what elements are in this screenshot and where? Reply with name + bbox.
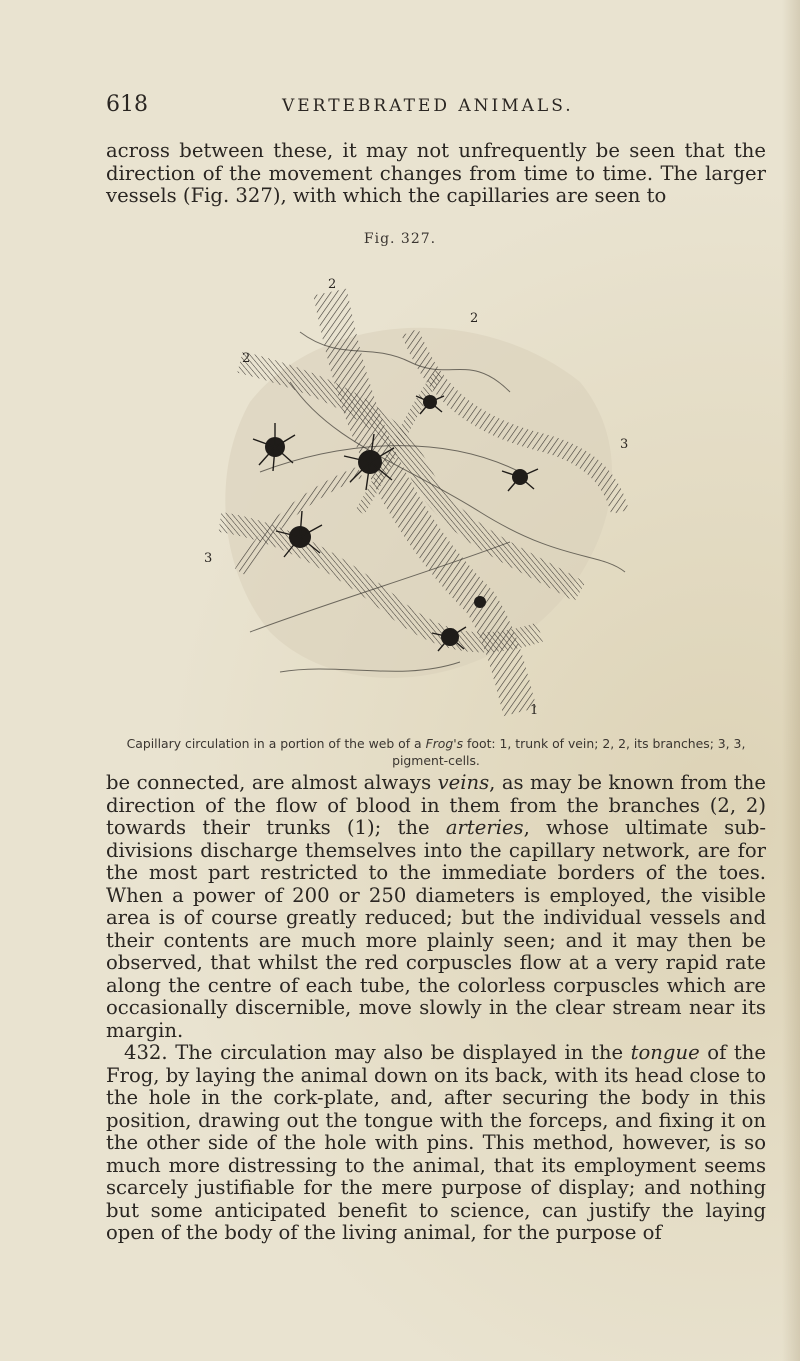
figure-label: Fig. 327.	[363, 231, 437, 247]
marker-2-top-right: 2	[470, 311, 479, 326]
page-number: 618	[106, 92, 148, 117]
marker-1-bottom: 1	[530, 703, 539, 718]
figure-capillary-circulation	[180, 272, 640, 720]
caption-text-a: Capillary circulation in a portion of the web of a	[126, 736, 426, 751]
caption-italic: Frog's	[425, 736, 464, 751]
para2-italic-arteries: arteries	[445, 816, 524, 839]
page-edge-shadow	[782, 0, 800, 1361]
marker-3-right: 3	[620, 437, 629, 452]
para2-text-b: , as may be known from the direction of the flow of blood in them from the branches (2, 2) towards their trunks (1); the	[106, 771, 766, 839]
para2-text-a: be connected, are almost always	[106, 771, 438, 794]
figure-caption	[106, 735, 766, 769]
running-head: VERTEBRATED ANIMALS.	[282, 96, 574, 116]
marker-3-left: 3	[204, 551, 213, 566]
para2-text-c: , whose ultimate sub-divisions discharge themselves into the capillary network, are for the most part restricted to the immediate borders of the toes. When a power of 200 or 250 diameters is employed, the visible area is of course greatly reduced; but the individual vessels and their contents are much more plainly seen; and it may then be observed, that whilst the red corpuscles flow at a very rapid rate along the centre of each tube, the colorless corpuscles which are occasionally discernible, move slowly in the clear stream near its margin.	[106, 816, 766, 1042]
marker-2-top-left: 2	[328, 277, 337, 292]
frog-web-illustration	[180, 272, 640, 720]
paragraph-432	[106, 1042, 766, 1245]
para3-text-b: of the Frog, by laying the animal down on its back, with its head close to the hole in the cork-plate, and, after securing the body in this position, drawing out the tongue with the forceps, and fixing it on the other side of the hole with pins. This method, however, is so much more distressing to the animal, that its employment seems scarcely justifiable for the mere purpose of display; and nothing but some anticipated benefit to science, can justify the laying open of the body of the living animal, for the purpose of	[106, 1041, 766, 1244]
paragraph-veins	[106, 772, 766, 1042]
marker-2-left: 2	[242, 351, 251, 366]
para3-text-a: 432. The circulation may also be displayed in the	[124, 1041, 631, 1064]
caption-text-b: foot: 1, trunk of vein; 2, 2, its branches; 3, 3, pigment-cells.	[392, 736, 746, 768]
paragraph-continuation: across between these, it may not unfrequently be seen that the direction of the movement changes from time to time. The larger vessels (Fig. 327), with which the capillaries are seen to	[106, 139, 766, 207]
body-text-top	[106, 140, 766, 208]
para2-italic-veins: veins	[437, 771, 490, 794]
page-header	[106, 92, 740, 122]
para3-italic-tongue: tongue	[630, 1041, 700, 1064]
body-text-bottom	[106, 772, 766, 1245]
